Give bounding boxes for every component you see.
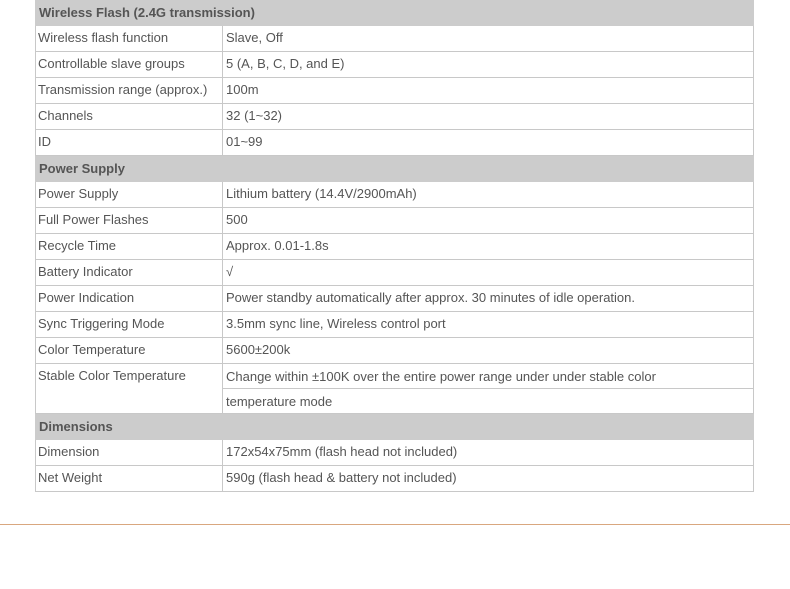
row-value: 3.5mm sync line, Wireless control port: [226, 316, 446, 331]
table-row: [35, 466, 754, 492]
table-row: [35, 260, 754, 286]
table-row: [35, 364, 754, 414]
table-row: [35, 286, 754, 312]
row-label: Recycle Time: [36, 234, 223, 259]
row-value: [223, 364, 753, 413]
row-label: Battery Indicator: [36, 260, 223, 285]
row-value: Lithium battery (14.4V/2900mAh): [226, 186, 417, 201]
section-header-dimensions: Dimensions: [35, 414, 754, 440]
row-value: 500: [226, 212, 248, 227]
check-mark: √: [226, 264, 234, 279]
row-label: Color Temperature: [36, 338, 223, 363]
spec-table: [35, 0, 754, 492]
table-row: [35, 78, 754, 104]
row-label: Sync Triggering Mode: [36, 312, 223, 337]
row-label: Power Indication: [36, 286, 223, 311]
section-header-power: Power Supply: [35, 156, 754, 182]
section-header-wireless: Wireless Flash (2.4G transmission): [35, 0, 754, 26]
table-row: [35, 208, 754, 234]
table-row: [35, 312, 754, 338]
footer-divider: [0, 524, 790, 525]
row-value: 5600±200k: [226, 342, 291, 357]
row-label: Stable Color Temperature: [36, 364, 223, 413]
row-value: Approx. 0.01-1.8s: [226, 238, 329, 253]
row-label: Controllable slave groups: [36, 52, 223, 77]
row-value: 100m: [226, 82, 259, 97]
row-label: Wireless flash function: [36, 26, 223, 51]
row-value: 5 (A, B, C, D, and E): [226, 56, 345, 71]
row-label: Full Power Flashes: [36, 208, 223, 233]
table-row: [35, 26, 754, 52]
table-row: [35, 234, 754, 260]
row-label: Channels: [36, 104, 223, 129]
row-value-line: Change within ±100K over the entire power range under under stable color: [223, 364, 753, 389]
table-row: [35, 440, 754, 466]
row-label: Dimension: [36, 440, 223, 465]
row-label: Power Supply: [36, 182, 223, 207]
table-row: [35, 52, 754, 78]
table-row: [35, 182, 754, 208]
row-value: 172x54x75mm (flash head not included): [226, 444, 458, 459]
row-label: Transmission range (approx.): [36, 78, 223, 103]
row-label: ID: [36, 130, 223, 155]
row-value: Slave, Off: [226, 30, 283, 45]
row-value: Power standby automatically after approx. 30 minutes of idle operation.: [226, 290, 636, 305]
row-value: 590g (flash head & battery not included): [226, 470, 457, 485]
row-value: 32 (1~32): [226, 108, 283, 123]
table-row: [35, 104, 754, 130]
table-row: [35, 338, 754, 364]
row-value: 01~99: [226, 134, 263, 149]
row-label: Net Weight: [36, 466, 223, 491]
row-value-line: temperature mode: [226, 394, 333, 409]
table-row: [35, 130, 754, 156]
